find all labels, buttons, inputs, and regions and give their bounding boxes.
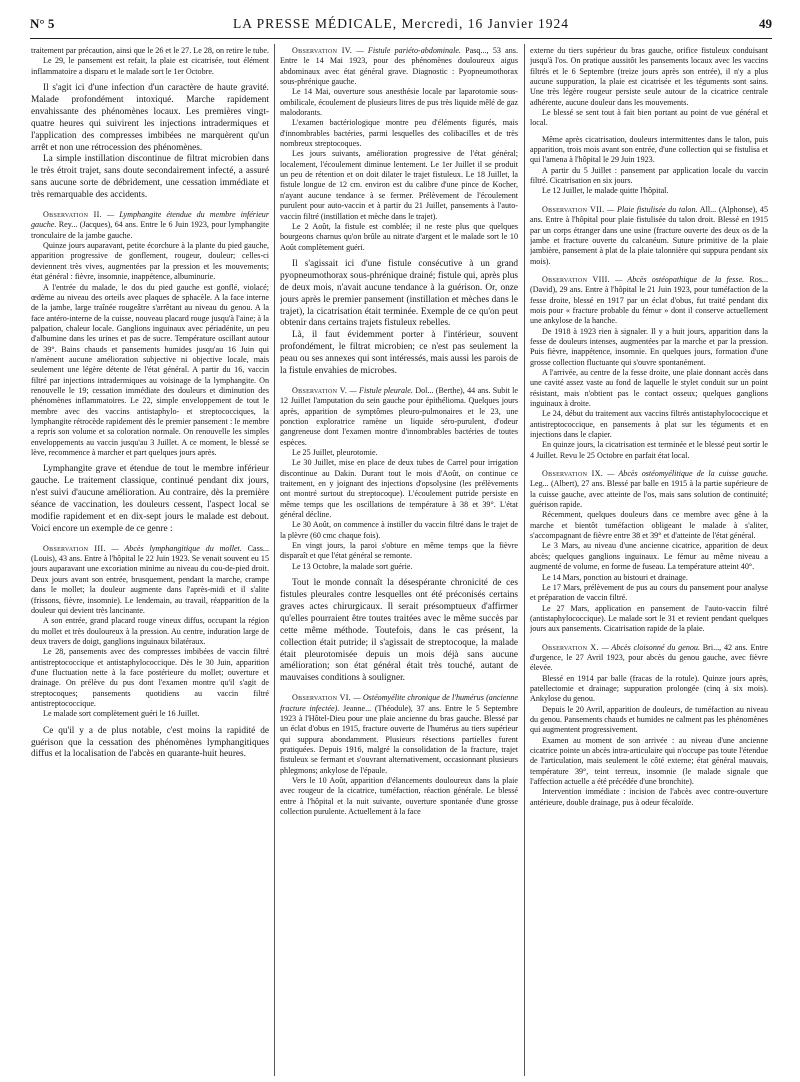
observation-2 — [31, 210, 269, 241]
paragraph: Le malade sort complètement guéri le 16 Juillet. — [43, 709, 200, 719]
paragraph: Quinze jours auparavant, petite écorchure à la plante du pied gauche, apparition progressive de gonflement, rougeur, douleur; celles-ci deviennent très vives, augmentées par la pression et les mouvements; état général : fièvre, insomnie, inappétence, albuminurie. — [31, 241, 269, 282]
observation-text: Pasq..., 53 ans. Entre le 14 Mai 1923, pour des phénomènes douloureux aigus abdominaux avec état général grave. Diagnostic : Pyopneumothorax sous-phrénique gauche. — [280, 46, 518, 87]
observation-title: — Abcès ostéopathique de la fesse. — [615, 274, 745, 284]
paragraph: Le blessé se sent tout à fait bien portant au point de vue général et local. — [530, 108, 768, 128]
observation-title: — Lymphangite étendue du membre inférieur gauche. — [31, 210, 269, 230]
observation-text: Rey... (Jacques), 64 ans. Entre le 6 Juin 1923, pour lymphangite tronculaire de la jambe gauche. — [31, 220, 269, 240]
observation-7 — [530, 205, 768, 267]
text-column-1 — [31, 46, 269, 1076]
text-column-3 — [530, 46, 768, 1076]
paragraph: traitement par précaution, ainsi que le 26 et le 27. Le 28, on retire le tube. — [31, 46, 269, 55]
column-divider — [274, 44, 275, 1076]
paragraph: Ce qu'il y a de plus notable, c'est moins la rapidité de guérison que la cessation des phénomènes lymphangitiques diffus et la localisation de l'abcès en quarante-huit heures. — [31, 725, 269, 760]
paragraph: Même après cicatrisation, douleurs intermittentes dans le talon, puis apparition, trois mois avant son entrée, d'une collection qui se fistulisa et qui l'amena à l'hôpital le 29 Juin 1923. — [530, 134, 768, 165]
paragraph: Le 14 Mars, ponction au bistouri et drainage. — [542, 572, 688, 582]
observation-heading: Observation IV. — [292, 46, 353, 55]
observation-heading: Observation VIII. — [542, 274, 610, 284]
paragraph: A partir du 5 Juillet : pansement par application locale du vaccin filtré. Cicatrisation en six jours. — [530, 165, 768, 186]
paragraph: A l'entrée du malade, le dos du pied gauche est gonflé, violacé; œdème au niveau des orteils avec plaques de sphacèle. A la face interne de la jambe, large traînée rougeâtre s'arrêtant au niveau du genou. A la face antéro-interne de la cuisse, nouveau placard rouge jusqu'à l'aine; à la palpation, chaleur locale. Ganglions inguinaux avec périadénite, un peu d'albumine dans les urines et pas de sucre. Température oscillant autour de 39°. Bains chauds et pansements humides jusqu'au 16 Juin qui n'amènent aucune amélioration subjective ni objective locale, mais seulement une légère détente de l'état général. A partir du 16, vaccin filtré par injections intradermiques au voisinage de la lymphangite. On renouvelle le 19; cessation immédiate des douleurs et diminution des phénomènes inflammatoires. Le 22, simple enveloppement de tout le membre avec des vaccins antistaphylo- et streptococciques, la lymphangite rétrocède rapidement dès le premier pansement : le membre a repris son volume et sa coloration normale. On renouvelle les simples enveloppements au vaccin jusqu'au 3 Juillet. A ce moment, le blessé se lève, recommence à marcher et part quelques jours après. — [31, 282, 269, 457]
paragraph: A l'arrivée, au centre de la fesse droite, une plaie donnant accès dans une cavité assez vaste au fond de laquelle le stylet conduit sur un point résistant, mais n'obtient pas le contact osseux; quelques ganglions inguinaux à droite. — [530, 367, 768, 408]
observation-title: — Abcès ostéomyélitique de la cuisse gauche. — [607, 469, 768, 479]
text-column-2 — [280, 46, 518, 1076]
paragraph: Le 17 Mars, prélèvement de pus au cours du pansement pour analyse et préparation de vaccin filtré. — [530, 582, 768, 603]
paragraph: Les jours suivants, amélioration progressive de l'état général; localement, l'écoulement diminue lentement. Le 1er Juillet il se produit un peu de rétention et on doit dilater le trajet fistuleux. Le 18 Juillet, la fistule longue de 12 cm. environ est du calibre d'une pince de Kocher, n'ayant aucune tendance à se fermer. Prélèvement de l'écoulement purulent pour auto-vaccin et à partir du 21 Juillet, pansements à l'auto-vaccin filtré (instillation et mèche dans le trajet). — [280, 149, 518, 221]
paragraph: Récemment, quelques douleurs dans ce membre avec gêne à la marche et bientôt tuméfaction obligeant le malade à s'aliter, s'accompagnant de fièvre entre 38 et 39° et d'atteinte de l'état général. — [530, 510, 768, 541]
paragraph: Intervention immédiate : incision de l'abcès avec contre-ouverture antérieure, double drainage, pus à odeur fécaloïde. — [530, 787, 768, 807]
issue-number: N° 5 — [30, 16, 55, 31]
paragraph: Le 13 Octobre, la malade sort guérie. — [292, 561, 413, 571]
observation-8 — [530, 275, 768, 327]
observation-heading: Observation X. — [542, 642, 599, 652]
paragraph: Le 28, pansements avec des compresses imbibées de vaccin filtré antistreptococcique et antistaphylococcique. Dès le 30 Juin, apparition d'une fluctuation nette à la face postérieure du mollet; ouverture et drainage. On prélève du pus dont l'examen montre qu'il s'agit de streptocoques; pansements quotidiens au vaccin filtré antistreptococcique. — [31, 647, 269, 708]
observation-title: — Plaie fistulisée du talon. — [607, 204, 698, 214]
observation-title: — Ostéomyélite chronique de l'humérus (ancienne fracture infectée). — [280, 693, 518, 713]
paragraph: Tout le monde connaît la désespérante chronicité de ces fistules pleurales contre lesquelles ont été préconisés certains graves actes chirurgicaux. Il serait présomptueux d'affirmer qu'elles pourraient être toutes traitées avec le même succès par cette même méthode. Toutefois, dans le cas présent, la collection était putride; il s'agissait de streptocoque, la malade était pleurotomisée depuis un mois déjà sans aucune amélioration; son état général était très touché, autant de mauvaises conditions à souligner. — [280, 578, 518, 684]
paragraph: Le 27 Mars, application en pansement de l'auto-vaccin filtré (antistaphylococcique). Le malade sort le 31 et revient pendant quelques jours aux pansements. Cicatrisation rapide de la plaie. — [530, 603, 768, 634]
paragraph: En vingt jours, la paroi s'obture en même temps que la fièvre disparaît et que l'état général se remonte. — [280, 541, 518, 561]
observation-3 — [31, 544, 269, 616]
paragraph: Le 2 Août, la fistule est comblée; il ne reste plus que quelques bourgeons charnus qu'on brûle au nitrate d'argent et le malade sort le 10 Août complètement guéri. — [280, 221, 518, 252]
paragraph: Le 14 Mai, ouverture sous anesthésie locale par laparotomie sous-ombilicale, écoulement de plusieurs litres de pus très liquide mêlé de gaz malodorants. — [280, 87, 518, 118]
observation-heading: Observation IX. — [542, 469, 604, 479]
observation-text: All... (Alphonse), 45 ans. Entre à l'hôpital pour plaie fistulisée du talon droit. Blessé en 1915 par un corps étranger dans une usine (fracture ouverte des deux os de la jambe et fracture ouverte du calcanéum. Suture primitive de la plaie jambière, pansement à plat de la plaie talonnière qui suppura pendant six mois). — [530, 204, 768, 266]
paragraph: De 1918 à 1923 rien à signaler. Il y a huit jours, apparition dans la fesse de douleurs intenses, augmentées par la marche et par la pression. Puis fièvre, inappétence, insomnie. En quelques jours, formation d'une grosse collection fluctuante qui s'ouvre spontanément. — [530, 326, 768, 367]
paragraph: Examen au moment de son arrivée : au niveau d'une ancienne cicatrice pointe un abcès intra-articulaire qui n'occupe pas toute l'étendue de l'articulation, mais seulement le côté externe; état général mauvais, température 39°, teint terreux, insomnie (le malade signale que l'affection actuelle a été précédée d'une bronchite). — [530, 735, 768, 787]
observation-heading: Observation II. — [43, 210, 102, 220]
paragraph: Blessé en 1914 par balle (fracas de la rotule). Quinze jours après, patellectomie et drainage; suppuration prolongée (cinq à six mois). Ankylose du genou. — [530, 673, 768, 704]
observation-heading: Observation V. — [292, 385, 348, 395]
observation-title: — Fistule pleurale. — [349, 385, 413, 395]
observation-text: Cass... (Louis), 43 ans. Entre à l'hôpital le 22 Juin 1923. Se venait souvent eu 15 jours auparavant une excoriation minime au niveau du cou-de-pied droit. Deux jours avant son entrée, brusquement, pendant la marche, crampe dans le mollet; la douleur augmente dans l'après-midi et il s'alite (frissons, fièvre, insomnie). Le lendemain, au travail, réapparition de la douleur qui devient très lancinante. — [31, 543, 269, 615]
observation-text: Bri..., 42 ans. Entre d'urgence, le 27 Avril 1923, pour abcès du genou gauche, avec fièvre élevée. — [530, 642, 768, 673]
paragraph: Le 30 Juillet, mise en place de deux tubes de Carrel pour irrigation discontinue au Dakin. Durant tout le mois d'Août, on continue ce traitement, en y joignant des injections d'opsolysine (les prélèvements ont montré surtout du streptocoque). L'écoulement putride persiste en même temps que les oscillations de température à 38 et 39°. L'état général décline. — [280, 458, 518, 520]
journal-title: LA PRESSE MÉDICALE, Mercredi, 16 Janvier 1924 — [233, 16, 569, 31]
paragraph: Le 29, le pansement est refait, la plaie est cicatrisée, tout élément inflammatoire a disparu et le malade sort le 1er Octobre. — [31, 56, 269, 76]
observation-title: — Abcès cloisonné du genou. — [601, 642, 700, 652]
paragraph: Lymphangite grave et étendue de tout le membre inférieur gauche. Le traitement classique, continué pendant dix jours, n'est suivi d'aucune amélioration. Au contraire, dès la première séance de vaccination, les douleurs cessent, l'aspect local se modifie rapidement et en dix-sept jours le malade est debout. Voici encore un exemple de ce genre : — [31, 464, 269, 534]
observation-heading: Observation III. — [43, 543, 106, 553]
observation-title: — Fistule pariéto-abdominale. — [356, 46, 461, 55]
observation-text: Ros... (David), 29 ans. Entre à l'hôpital le 21 Juin 1923, pour tuméfaction de la fesse droite, blessé en 1917 par un éclat d'obus, fut traité pendant dix mois pour « fracture probable du fémur » dont il conserve actuellement une ankylose de la hanche. — [530, 274, 768, 326]
observation-9 — [530, 469, 768, 510]
paragraph: A son entrée, grand placard rouge vineux diffus, occupant la région du mollet et très douloureux à la pression. Au centre, induration large de deux travers de doigt, ganglions inguinaux bilatéraux. — [31, 616, 269, 646]
paragraph: externe du tiers supérieur du bras gauche, orifice fistuleux conduisant jusqu'à l'os. On pratique aussitôt les pansements locaux avec les vaccins filtrés et le 6 Septembre (treize jours après son entrée), il n'y a plus aucune suppuration, la plaie est cicatrisée et les téguments sont sains. Une très légère rougeur persiste seule autour de la cicatrice centrale adhérente, aucune douleur dans les mouvements. — [530, 46, 768, 107]
paragraph: Depuis le 20 Avril, apparition de douleurs, de tuméfaction au niveau du genou. Pansements chauds et humides ne calment pas les phénomènes qui augmentent progressivement. — [530, 704, 768, 735]
paragraph: Il s'agissait ici d'une fistule consécutive à un grand pyopneumothorax sous-phrénique drainé; fistule qui, après plus de deux mois, n'avait aucune tendance à la guérison. Or, onze jours après le premier pansement (instillation et mèches dans le trajet), la cicatrisation était terminée. Exemple de ce qu'on peut obtenir dans certains trajets fistuleux rebelles. — [280, 258, 518, 329]
observation-text: Dol... (Berthe), 44 ans. Subit le 12 Juillet l'amputation du sein gauche pour épithélioma. Quelques jours après, apparition de symptômes pleuro-pulmonaires et le 23, une ponction exploratrice ramène un liquide séro-purulent, d'odeur gangreneuse dont l'examen montre d'innombrables bactéries de toutes espèces. — [280, 385, 518, 447]
observation-4 — [280, 46, 518, 87]
observation-10 — [530, 643, 768, 674]
paragraph: Vers le 10 Août, apparition d'élancements douloureux dans la plaie avec rougeur de la cicatrice, tuméfaction, réaction générale. Le blessé entre à l'hôpital et la nuit suivante, ouverture spontanée d'une grosse collection purulente. Actuellement à la face — [280, 776, 518, 817]
column-divider — [524, 44, 525, 1076]
observation-text: Jeanne... (Théodule), 37 ans. Entre le 5 Septembre 1923 à l'Hôtel-Dieu pour une plaie ancienne du bras gauche. Blessé par un éclat d'obus en 1915, fracture ouverte de l'humérus au tiers supérieur qui suppura abondamment. Plusieurs résections partielles furent pratiquées. Depuis 1916, malgré la consolidation de la fracture, trajet fistuleux se fermant et s'ouvrant alternativement, occasionnant plusieurs phlegmons; ankylose de l'épaule. — [280, 703, 518, 775]
observation-text: Leg... (Albert), 27 ans. Blessé par balle en 1915 à la partie supérieure de la cuisse gauche, avec atteinte de l'os, mais sans solution de continuité; guérison rapide. — [530, 479, 768, 510]
running-header — [30, 14, 772, 39]
paragraph: Le 12 Juillet, le malade quitte l'hôpital. — [542, 186, 669, 196]
observation-5 — [280, 386, 518, 448]
paragraph: La simple instillation discontinue de filtrat microbien dans le très étroit trajet, sans doute secondairement infecté, a assuré sans aucune sorte de débridement, une cessation immédiate et très remarquable des accidents. — [31, 154, 269, 201]
paragraph: En quinze jours, la cicatrisation est terminée et le blessé peut sortir le 4 Juillet. Revu le 25 Octobre en parfait état local. — [530, 440, 768, 460]
page-number: 49 — [759, 16, 772, 31]
observation-heading: Observation VI. — [292, 693, 352, 703]
paragraph: Le 24, début du traitement aux vaccins filtrés antistaphylococcique et antistreptococcique, en pansements à plat sur les téguments et en injections dans le clapier. — [530, 409, 768, 440]
paragraph: Le 30 Août, on commence à instiller du vaccin filtré dans le trajet de la plèvre (60 cmc chaque fois). — [280, 520, 518, 540]
observation-title: — Abcès lymphangitique du mollet. — [111, 543, 242, 553]
observation-6 — [280, 693, 518, 776]
observation-heading: Observation VII. — [542, 204, 605, 214]
paragraph: Le 25 Juillet, pleurotomie. — [292, 448, 378, 457]
paragraph: L'examen bactériologique montre peu d'éléments figurés, mais d'innombrables bactéries, parmi lesquelles des colibacilles et de très nombreux streptocoques. — [280, 118, 518, 149]
paragraph: Il s'agit ici d'une infection d'un caractère de haute gravité. Malade profondément intoxiqué. Marche rapidement envahissante des phénomènes locaux. Les premières vingt-quatre heures qui suivirent les injections intradermiques et l'application des compresses imbibées ne marquèrent qu'un arrêt et non une rétrocession des phénomènes. — [31, 83, 269, 153]
paragraph: Le 3 Mars, au niveau d'une ancienne cicatrice, apparition de deux abcès; quelques ganglions inguinaux. Le fémur au même niveau a augmenté de volume, en forme de fuseau. La température atteint 40°. — [530, 541, 768, 572]
paragraph: Là, il faut évidemment porter à l'intérieur, souvent profondément, le filtrat microbien; ce n'est pas seulement la peau ou ses annexes qui sont intéressés, mais aussi les parois de la fistule envahies de microbes. — [280, 330, 518, 377]
